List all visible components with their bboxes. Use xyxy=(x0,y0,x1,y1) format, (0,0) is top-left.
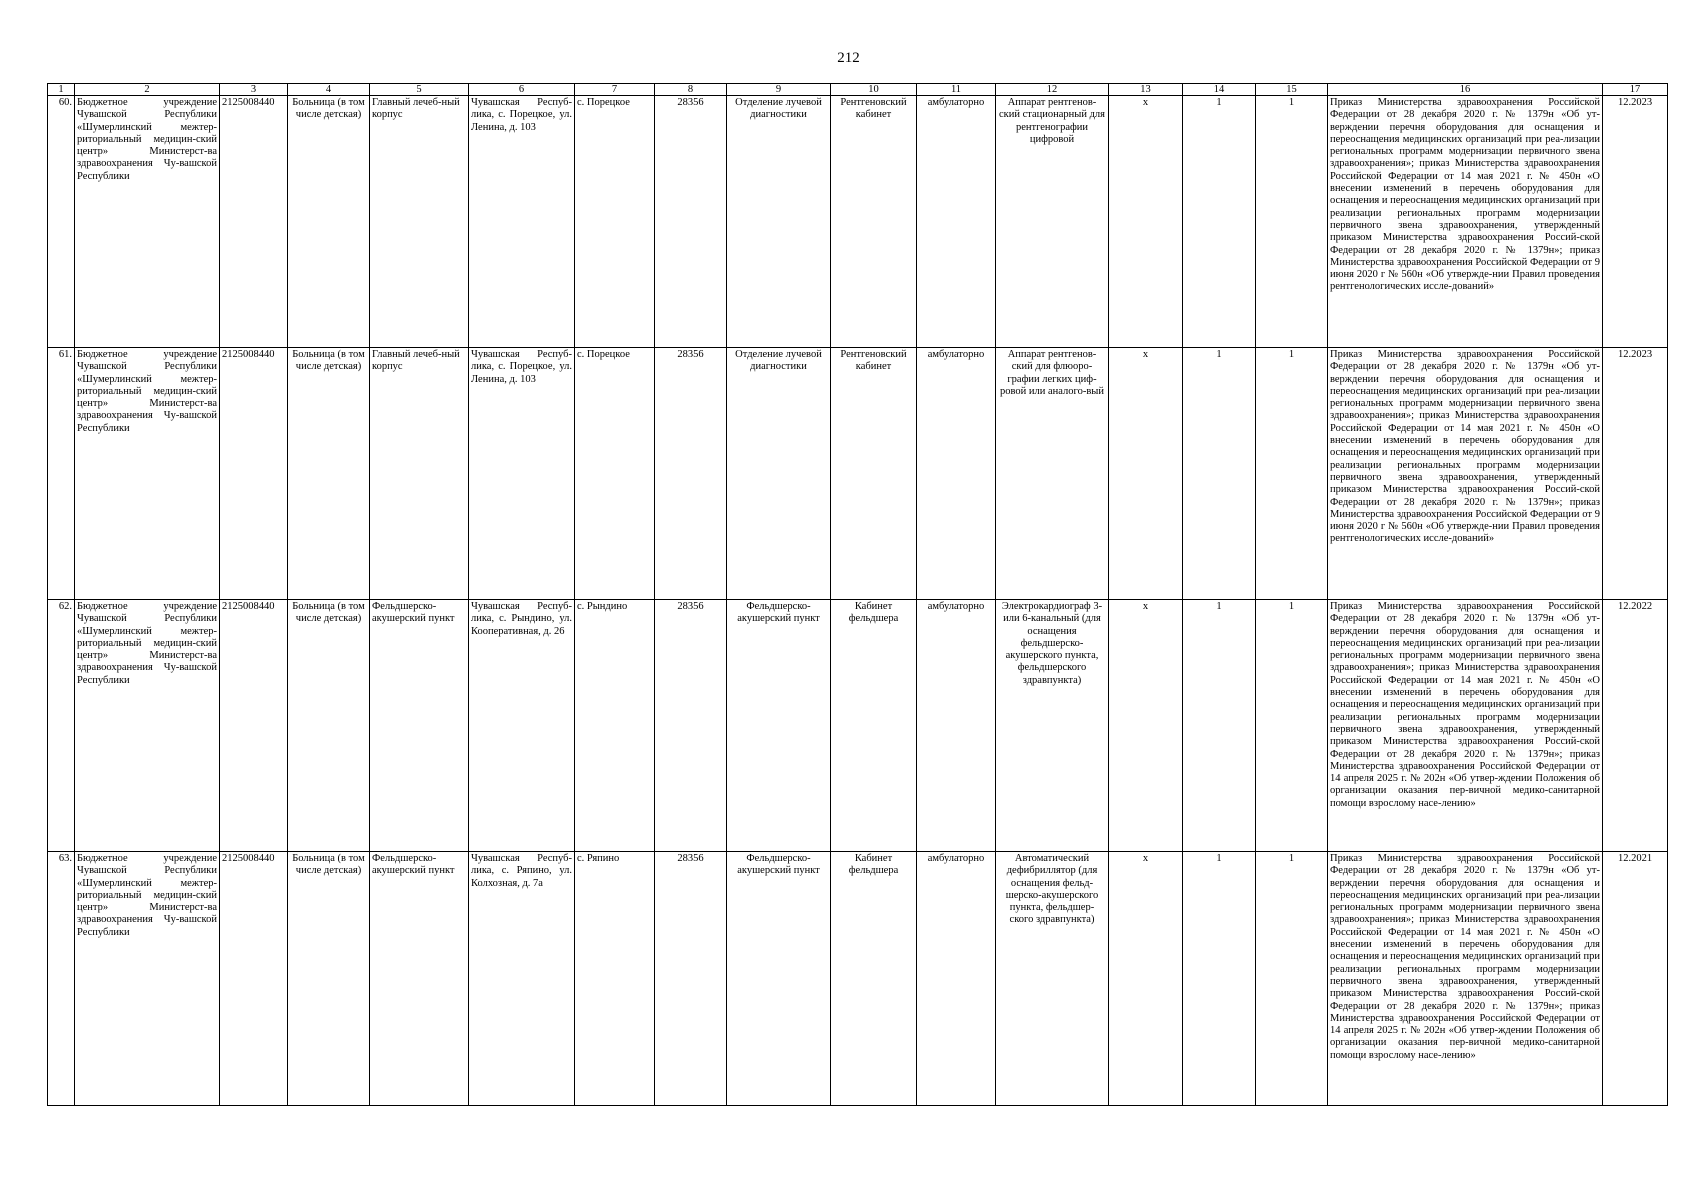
equipment-name: Аппарат рентгенов-ский для флюоро-графии легких циф-ровой или аналого-вый xyxy=(996,348,1109,600)
row-number: 62. xyxy=(48,600,75,852)
address: Чувашская Респуб-лика, с. Рындино, ул. Кооперативная, д. 26 xyxy=(469,600,575,852)
facility-type: Больница (в том числе детская) xyxy=(288,600,370,852)
column-header: 12 xyxy=(996,84,1109,96)
table-row xyxy=(48,852,1668,1106)
oktmo-code: 28356 xyxy=(655,96,727,348)
address: Чувашская Респуб-лика, с. Порецкое, ул. Ленина, д. 103 xyxy=(469,96,575,348)
page-number: 212 xyxy=(837,50,860,66)
table-row xyxy=(48,96,1668,348)
facility-type: Больница (в том числе детская) xyxy=(288,852,370,1106)
address: Чувашская Респуб-лика, с. Ряпино, ул. Колхозная, д. 7а xyxy=(469,852,575,1106)
column-header: 6 xyxy=(469,84,575,96)
care-type: амбулаторно xyxy=(917,852,996,1106)
inn: 2125008440 xyxy=(220,852,288,1106)
column-header: 11 xyxy=(917,84,996,96)
column-14-value: 1 xyxy=(1183,348,1256,600)
column-14-value: 1 xyxy=(1183,852,1256,1106)
column-header: 10 xyxy=(831,84,917,96)
legal-basis: Приказ Министерства здравоохранения Российской Федерации от 28 декабря 2020 г. № 1379н «Об ут-верждении перечня оборудования для оснащения и переоснащения медицинских организаций при реа-лизации региональных программ модернизации первичного звена здравоохранения»; приказ Министерства здравоохранения Российской Федерации от 14 мая 2021 г. № 450н «О внесении изменений в перечень оборудования для оснащения и переоснащения медицинских организаций при реализации региональных программ модернизации первичного звена здравоохранения, утвержденный приказом Министерства здравоохранения Россий-ской Федерации от 28 декабря 2020 г. № 1379н»; приказ Министерства здравоохранения Российской Федерации от 9 июня 2020 г № 560н «Об утвержде-нии Правил проведения рентгенологических иссле-дований» xyxy=(1328,96,1603,348)
column-14-value: 1 xyxy=(1183,96,1256,348)
oktmo-code: 28356 xyxy=(655,852,727,1106)
column-15-value: 1 xyxy=(1256,600,1328,852)
column-15-value: 1 xyxy=(1256,348,1328,600)
institution-name: Бюджетное учреждение Чувашской Республики «Шумерлинский межтер-риториальный медицин-ский центр» Министерст-ва здравоохранения Чу-вашской Республики xyxy=(75,600,220,852)
inn: 2125008440 xyxy=(220,600,288,852)
building: Главный лечеб-ный корпус xyxy=(370,348,469,600)
column-13-value: х xyxy=(1109,600,1183,852)
institution-name: Бюджетное учреждение Чувашской Республики «Шумерлинский межтер-риториальный медицин-ский центр» Министерст-ва здравоохранения Чу-вашской Республики xyxy=(75,96,220,348)
date: 12.2022 xyxy=(1603,600,1668,852)
legal-basis: Приказ Министерства здравоохранения Российской Федерации от 28 декабря 2020 г. № 1379н «Об ут-верждении перечня оборудования для оснащения и переоснащения медицинских организаций при реа-лизации региональных программ модернизации первичного звена здравоохранения»; приказ Министерства здравоохранения Российской Федерации от 14 мая 2021 г. № 450н «О внесении изменений в перечень оборудования для оснащения и переоснащения медицинских организаций при реализации региональных программ модернизации первичного звена здравоохранения, утвержденный приказом Министерства здравоохранения Россий-ской Федерации от 28 декабря 2020 г. № 1379н»; приказ Министерства здравоохранения Российской Федерации от 14 апреля 2025 г. № 202н «Об утвер-ждении Положения об организации оказания пер-вичной медико-санитарной помощи взрослому насе-лению» xyxy=(1328,852,1603,1106)
row-number: 63. xyxy=(48,852,75,1106)
locality: с. Рындино xyxy=(575,600,655,852)
department: Фельдшерско-акушерский пункт xyxy=(727,600,831,852)
row-number: 61. xyxy=(48,348,75,600)
inn: 2125008440 xyxy=(220,348,288,600)
column-15-value: 1 xyxy=(1256,852,1328,1106)
date: 12.2023 xyxy=(1603,96,1668,348)
department: Отделение лучевой диагностики xyxy=(727,96,831,348)
column-header: 1 xyxy=(48,84,75,96)
care-type: амбулаторно xyxy=(917,348,996,600)
department: Фельдшерско-акушерский пункт xyxy=(727,852,831,1106)
column-13-value: х xyxy=(1109,96,1183,348)
locality: с. Ряпино xyxy=(575,852,655,1106)
care-type: амбулаторно xyxy=(917,600,996,852)
equipment-name: Электрокардиограф 3- или 6-канальный (для оснащения фельдшерско-акушерского пункта, фельдшерского здравпункта) xyxy=(996,600,1109,852)
column-header: 3 xyxy=(220,84,288,96)
locality: с. Порецкое xyxy=(575,96,655,348)
equipment-table xyxy=(47,83,1668,1106)
column-header: 14 xyxy=(1183,84,1256,96)
table-row xyxy=(48,600,1668,852)
institution-name: Бюджетное учреждение Чувашской Республики «Шумерлинский межтер-риториальный медицин-ский центр» Министерст-ва здравоохранения Чу-вашской Республики xyxy=(75,348,220,600)
room: Рентгеновский кабинет xyxy=(831,348,917,600)
facility-type: Больница (в том числе детская) xyxy=(288,348,370,600)
column-13-value: х xyxy=(1109,852,1183,1106)
building: Фельдшерско-акушерский пункт xyxy=(370,852,469,1106)
department: Отделение лучевой диагностики xyxy=(727,348,831,600)
column-14-value: 1 xyxy=(1183,600,1256,852)
room: Кабинет фельдшера xyxy=(831,600,917,852)
oktmo-code: 28356 xyxy=(655,348,727,600)
column-header: 4 xyxy=(288,84,370,96)
column-header: 16 xyxy=(1328,84,1603,96)
column-13-value: х xyxy=(1109,348,1183,600)
column-header: 9 xyxy=(727,84,831,96)
column-header: 17 xyxy=(1603,84,1668,96)
institution-name: Бюджетное учреждение Чувашской Республики «Шумерлинский межтер-риториальный медицин-ский центр» Министерст-ва здравоохранения Чу-вашской Республики xyxy=(75,852,220,1106)
column-header: 2 xyxy=(75,84,220,96)
column-header: 5 xyxy=(370,84,469,96)
table-row xyxy=(48,348,1668,600)
building: Главный лечеб-ный корпус xyxy=(370,96,469,348)
locality: с. Порецкое xyxy=(575,348,655,600)
facility-type: Больница (в том числе детская) xyxy=(288,96,370,348)
column-number-row xyxy=(48,84,1668,96)
date: 12.2021 xyxy=(1603,852,1668,1106)
inn: 2125008440 xyxy=(220,96,288,348)
column-15-value: 1 xyxy=(1256,96,1328,348)
care-type: амбулаторно xyxy=(917,96,996,348)
equipment-name: Автоматический дефибриллятор (для оснащения фельд-шерско-акушерского пункта, фельдшер-ского здравпункта) xyxy=(996,852,1109,1106)
room: Кабинет фельдшера xyxy=(831,852,917,1106)
column-header: 13 xyxy=(1109,84,1183,96)
address: Чувашская Респуб-лика, с. Порецкое, ул. Ленина, д. 103 xyxy=(469,348,575,600)
row-number: 60. xyxy=(48,96,75,348)
legal-basis: Приказ Министерства здравоохранения Российской Федерации от 28 декабря 2020 г. № 1379н «Об ут-верждении перечня оборудования для оснащения и переоснащения медицинских организаций при реа-лизации региональных программ модернизации первичного звена здравоохранения»; приказ Министерства здравоохранения Российской Федерации от 14 мая 2021 г. № 450н «О внесении изменений в перечень оборудования для оснащения и переоснащения медицинских организаций при реализации региональных программ модернизации первичного звена здравоохранения, утвержденный приказом Министерства здравоохранения Россий-ской Федерации от 28 декабря 2020 г. № 1379н»; приказ Министерства здравоохранения Российской Федерации от 9 июня 2020 г № 560н «Об утвержде-нии Правил проведения рентгенологических иссле-дований» xyxy=(1328,348,1603,600)
building: Фельдшерско-акушерский пункт xyxy=(370,600,469,852)
column-header: 8 xyxy=(655,84,727,96)
date: 12.2023 xyxy=(1603,348,1668,600)
room: Рентгеновский кабинет xyxy=(831,96,917,348)
legal-basis: Приказ Министерства здравоохранения Российской Федерации от 28 декабря 2020 г. № 1379н «Об ут-верждении перечня оборудования для оснащения и переоснащения медицинских организаций при реа-лизации региональных программ модернизации первичного звена здравоохранения»; приказ Министерства здравоохранения Российской Федерации от 14 мая 2021 г. № 450н «О внесении изменений в перечень оборудования для оснащения и переоснащения медицинских организаций при реализации региональных программ модернизации первичного звена здравоохранения, утвержденный приказом Министерства здравоохранения Россий-ской Федерации от 28 декабря 2020 г. № 1379н»; приказ Министерства здравоохранения Российской Федерации от 14 апреля 2025 г. № 202н «Об утвер-ждении Положения об организации оказания пер-вичной медико-санитарной помощи взрослому насе-лению» xyxy=(1328,600,1603,852)
oktmo-code: 28356 xyxy=(655,600,727,852)
column-header: 7 xyxy=(575,84,655,96)
column-header: 15 xyxy=(1256,84,1328,96)
equipment-name: Аппарат рентгенов-ский стационарный для рентгенографии цифровой xyxy=(996,96,1109,348)
